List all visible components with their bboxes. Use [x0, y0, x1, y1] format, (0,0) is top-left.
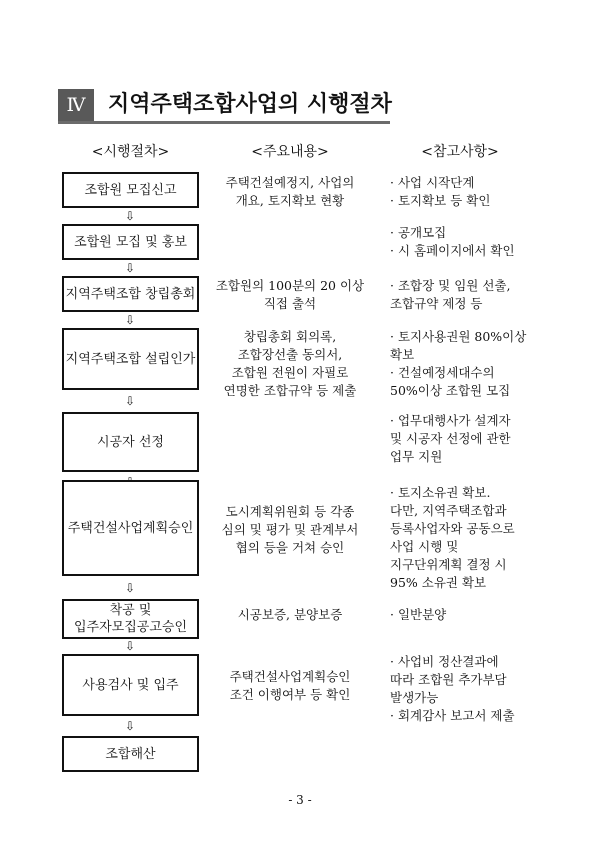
content-step-6-line-2: 심의 및 평가 및 관계부서	[221, 522, 359, 537]
note-step-6-line-1: · 토지소유권 확보.	[390, 485, 491, 500]
note-step-1-line-2: · 토지확보 등 확인	[390, 193, 491, 208]
note-step-6-line-3: 등록사업자와 공동으로	[390, 521, 515, 536]
step-box-1	[62, 172, 199, 208]
step-box-8	[62, 654, 199, 716]
note-step-5-line-2: 및 시공자 선정에 관한	[390, 431, 511, 446]
column-header-reference: <참고사항>	[421, 144, 499, 160]
content-step-3	[210, 277, 370, 313]
step-box-5	[62, 412, 199, 472]
content-step-6-line-1: 도시계획위원회 등 각종	[225, 504, 355, 519]
note-step-3	[390, 277, 560, 313]
note-step-5-line-3: 업무 지원	[390, 449, 443, 464]
content-step-1-line-1: 주택건설예정지, 사업의	[225, 175, 355, 190]
note-step-4-line-3: · 건설예정세대수의	[390, 365, 495, 380]
note-step-4	[390, 328, 560, 400]
content-step-7	[210, 606, 370, 624]
flow-arrow-8: ⇩	[124, 719, 136, 733]
page-number: - 3 -	[288, 793, 312, 807]
content-step-8-line-2: 조건 이행여부 등 확인	[229, 687, 351, 702]
note-step-8-line-2: 따라 조합원 추가부담	[390, 672, 507, 687]
content-step-3-line-2: 직접 출석	[263, 296, 317, 311]
step-box-7	[62, 599, 199, 639]
content-step-4	[210, 328, 370, 400]
flow-arrow-2: ⇩	[124, 261, 136, 275]
step-box-7-line-1: 착공 및	[109, 603, 152, 618]
step-box-2	[62, 224, 199, 260]
note-step-5	[390, 412, 560, 466]
content-step-7-line-1: 시공보증, 분양보증	[237, 607, 343, 622]
content-step-8-line-1: 주택건설사업계획승인	[229, 669, 351, 684]
note-step-2-line-2: · 시 홈페이지에서 확인	[390, 243, 515, 258]
content-step-6	[210, 503, 370, 557]
step-box-7-line-2: 입주자모집공고승인	[73, 620, 188, 635]
note-step-3-line-1: · 조합장 및 임원 선출,	[390, 278, 511, 293]
step-box-4	[62, 328, 199, 390]
note-step-4-line-1: · 토지사용권원 80%이상	[390, 329, 527, 344]
step-box-2-line-1: 조합원 모집 및 홍보	[74, 234, 187, 250]
note-step-6-line-5: 지구단위계획 결정 시	[390, 557, 507, 572]
note-step-1-line-1: · 사업 시작단계	[390, 175, 475, 190]
note-step-4-line-4: 50%이상 조합원 모집	[390, 383, 511, 398]
column-header-content: <주요내용>	[251, 144, 329, 160]
flow-arrow-4: ⇩	[124, 394, 136, 408]
note-step-8-line-4: · 회계감사 보고서 제출	[390, 708, 515, 723]
note-step-7	[390, 606, 560, 624]
content-step-4-line-3: 조합원 전원이 자필로	[231, 365, 349, 380]
note-step-1	[390, 174, 560, 210]
note-step-6-line-4: 사업 시행 및	[390, 539, 459, 554]
step-box-6-line-1: 주택건설사업계획승인	[67, 520, 194, 536]
content-step-1-line-2: 개요, 토지확보 현황	[235, 193, 345, 208]
content-step-4-line-2: 조합장선출 동의서,	[237, 347, 343, 362]
step-box-9	[62, 736, 199, 772]
step-box-1-line-1: 조합원 모집신고	[84, 182, 177, 198]
flow-arrow-3: ⇩	[124, 313, 136, 327]
step-box-5-line-1: 시공자 선정	[97, 434, 164, 450]
section-number-badge: Ⅳ	[58, 89, 94, 121]
note-step-4-line-2: 확보	[390, 347, 415, 362]
step-box-8-line-1: 사용검사 및 입주	[82, 677, 179, 693]
content-step-3-line-1: 조합원의 100분의 20 이상	[215, 278, 365, 293]
flow-arrow-6: ⇩	[124, 581, 136, 595]
step-box-9-line-1: 조합해산	[105, 746, 156, 762]
step-box-6	[62, 480, 199, 576]
column-header-procedure: <시행절차>	[91, 144, 170, 160]
note-step-5-line-1: · 업무대행사가 설계자	[390, 413, 511, 428]
content-step-1	[210, 174, 370, 210]
note-step-3-line-2: 조합규약 제정 등	[390, 296, 483, 311]
note-step-6-line-6: 95% 소유권 확보	[390, 575, 487, 590]
flow-arrow-1: ⇩	[124, 209, 136, 223]
note-step-2-line-1: · 공개모집	[390, 225, 447, 240]
step-box-3-line-1: 지역주택조합 창립총회	[65, 286, 196, 302]
flow-arrow-7: ⇩	[124, 639, 136, 653]
note-step-7-line-1: · 일반분양	[390, 607, 447, 622]
note-step-6	[390, 484, 560, 592]
note-step-6-line-2: 다만, 지역주택조합과	[390, 503, 507, 518]
title-underline	[58, 121, 390, 124]
step-box-3	[62, 276, 199, 312]
content-step-6-line-3: 협의 등을 거쳐 승인	[235, 540, 345, 555]
note-step-8-line-1: · 사업비 정산결과에	[390, 654, 499, 669]
step-box-1-text	[84, 181, 176, 200]
content-step-4-line-1: 창립총회 회의록,	[243, 329, 337, 344]
page-title: 지역주택조합사업의 시행절차	[108, 92, 392, 117]
note-step-8	[390, 653, 560, 725]
content-step-8	[210, 668, 370, 704]
note-step-2	[390, 224, 560, 260]
content-step-4-line-4: 연명한 조합규약 등 제출	[223, 383, 357, 398]
step-box-4-line-1: 지역주택조합 설립인가	[65, 351, 196, 367]
note-step-8-line-3: 발생가능	[390, 690, 439, 705]
